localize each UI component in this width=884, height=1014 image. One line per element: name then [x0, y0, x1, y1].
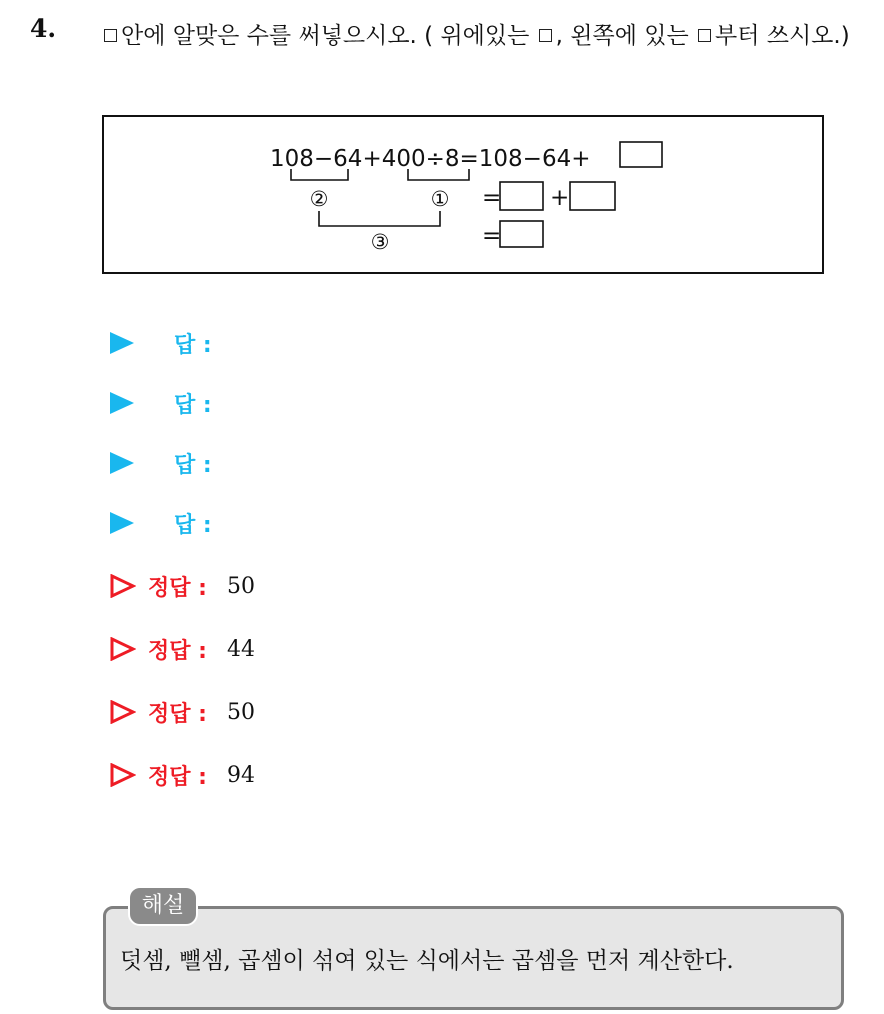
- solution-value: 94: [226, 762, 255, 788]
- step-marker-1: ①: [430, 187, 450, 211]
- answer-blank-3[interactable]: [570, 182, 615, 210]
- step-marker-3: ③: [370, 230, 390, 254]
- equation-line-1: 108−64+400÷8=108−64+: [270, 146, 591, 172]
- equals-sign-3: =: [482, 223, 502, 249]
- plus-sign: +: [550, 185, 570, 211]
- solution-row-2: [110, 634, 255, 664]
- bracket-final: [319, 211, 440, 226]
- question-text-part-2: , 왼쪽에 있는: [555, 23, 689, 49]
- answer-label: 답 :: [174, 392, 212, 418]
- triangle-pointer-icon: [110, 452, 134, 474]
- outline-triangle-icon: [110, 700, 136, 724]
- outline-triangle-icon: [110, 763, 136, 787]
- solution-label: 정답 :: [148, 638, 207, 664]
- solution-value: 50: [226, 699, 255, 725]
- equation-diagram: [104, 117, 826, 276]
- question-text-part-1: 안에 알맞은 수를 써넣으시오. ( 위에있는: [121, 23, 530, 49]
- answer-row-1: [110, 328, 212, 358]
- blank-square-icon: [698, 29, 711, 42]
- solution-row-3: [110, 697, 255, 727]
- solution-label: 정답 :: [148, 764, 207, 790]
- question-text-part-3: 부터 쓰시오.): [714, 23, 850, 49]
- solution-row-4: [110, 760, 255, 790]
- question-number: 4.: [30, 14, 57, 43]
- question-text: [104, 16, 864, 57]
- answer-row-3: [110, 448, 212, 478]
- explanation-tab: 해설: [128, 886, 198, 926]
- solution-label: 정답 :: [148, 701, 207, 727]
- explanation-text: 덧셈, 뺄셈, 곱셈이 섞여 있는 식에서는 곱셈을 먼저 계산한다.: [120, 948, 734, 974]
- answer-row-2: [110, 388, 212, 418]
- answer-label: 답 :: [174, 512, 212, 538]
- blank-square-icon: [104, 29, 117, 42]
- answer-label: 답 :: [174, 332, 212, 358]
- solution-value: 50: [226, 573, 255, 599]
- solution-value: 44: [226, 636, 255, 662]
- answer-label: 답 :: [174, 452, 212, 478]
- equals-sign-2: =: [482, 185, 502, 211]
- solution-row-1: [110, 571, 255, 601]
- triangle-pointer-icon: [110, 512, 134, 534]
- triangle-pointer-icon: [110, 332, 134, 354]
- answer-blank-1[interactable]: [620, 142, 662, 167]
- equation-box: [102, 115, 824, 274]
- answer-blank-4[interactable]: [500, 221, 543, 247]
- outline-triangle-icon: [110, 574, 136, 598]
- step-marker-2: ②: [309, 187, 329, 211]
- answer-blank-2[interactable]: [500, 182, 543, 210]
- solution-label: 정답 :: [148, 575, 207, 601]
- answer-row-4: [110, 508, 212, 538]
- blank-square-icon: [539, 29, 552, 42]
- outline-triangle-icon: [110, 637, 136, 661]
- triangle-pointer-icon: [110, 392, 134, 414]
